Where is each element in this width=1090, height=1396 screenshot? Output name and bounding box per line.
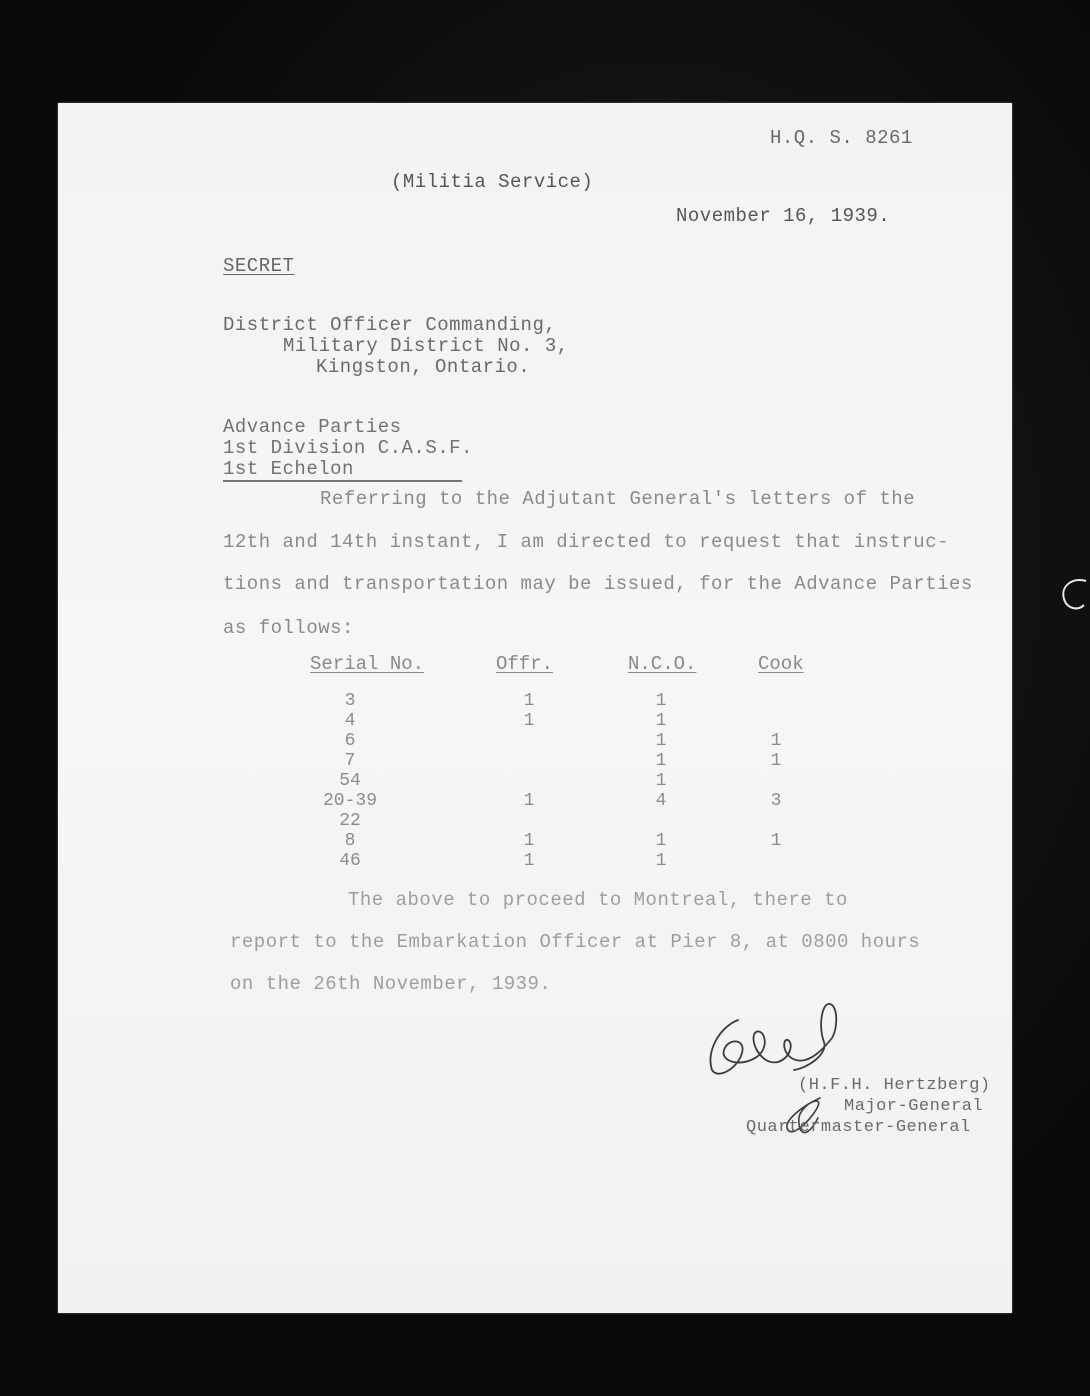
closing-line: report to the Embarkation Officer at Pier 8, at 0800 hours (230, 931, 921, 953)
addressee-line: District Officer Commanding, (223, 314, 557, 336)
table-cell: 1 (770, 831, 782, 851)
table-cell: 1 (655, 831, 667, 851)
addressee-line: Military District No. 3, (283, 335, 569, 357)
table-cell: 46 (339, 851, 361, 871)
signatory-title: Quartermaster-General (746, 1118, 971, 1137)
classification-label: SECRET (223, 255, 295, 277)
table-header: Cook (758, 653, 804, 675)
hole-punch-mark (1056, 575, 1090, 615)
table-cell: 20-39 (322, 791, 378, 811)
table-cell: 8 (344, 831, 356, 851)
document-page (58, 103, 1012, 1313)
service-heading: (Militia Service) (391, 171, 594, 193)
table-header: Offr. (496, 653, 554, 675)
subject-line: 1st Division C.A.S.F. (223, 437, 473, 459)
signatory-rank: Major-General (844, 1097, 984, 1116)
table-header: N.C.O. (628, 653, 697, 675)
closing-line: The above to proceed to Montreal, there to (348, 889, 848, 911)
table-cell: 1 (655, 751, 667, 771)
signatory-name: (H.F.H. Hertzberg) (798, 1076, 991, 1095)
addressee-line: Kingston, Ontario. (316, 356, 531, 378)
closing-line: on the 26th November, 1939. (230, 973, 552, 995)
table-cell: 4 (655, 791, 667, 811)
table-cell: 54 (339, 771, 361, 791)
table-cell: 22 (339, 811, 361, 831)
letter-date: November 16, 1939. (676, 205, 891, 227)
table-cell: 1 (770, 751, 782, 771)
table-cell: 1 (523, 851, 535, 871)
body-line: as follows: (223, 617, 354, 639)
table-cell: 1 (655, 711, 667, 731)
table-cell: 1 (770, 731, 782, 751)
table-header: Serial No. (310, 653, 425, 675)
reference-number: H.Q. S. 8261 (770, 127, 913, 149)
table-cell: 1 (655, 851, 667, 871)
subject-line: Advance Parties (223, 416, 402, 438)
body-line: 12th and 14th instant, I am directed to request that instruc- (223, 531, 950, 553)
table-cell: 3 (344, 691, 356, 711)
table-cell: 1 (523, 831, 535, 851)
table-cell: 1 (655, 771, 667, 791)
table-cell: 1 (523, 711, 535, 731)
table-cell: 1 (523, 691, 535, 711)
table-cell: 1 (655, 691, 667, 711)
table-cell: 4 (344, 711, 356, 731)
body-line: tions and transportation may be issued, for the Advance Parties (223, 573, 973, 595)
subject-line: 1st Echelon (223, 458, 462, 482)
body-line: Referring to the Adjutant General's letters of the (320, 488, 916, 510)
table-cell: 3 (770, 791, 782, 811)
table-cell: 6 (344, 731, 356, 751)
table-cell: 1 (655, 731, 667, 751)
table-cell: 1 (523, 791, 535, 811)
table-cell: 7 (344, 751, 356, 771)
